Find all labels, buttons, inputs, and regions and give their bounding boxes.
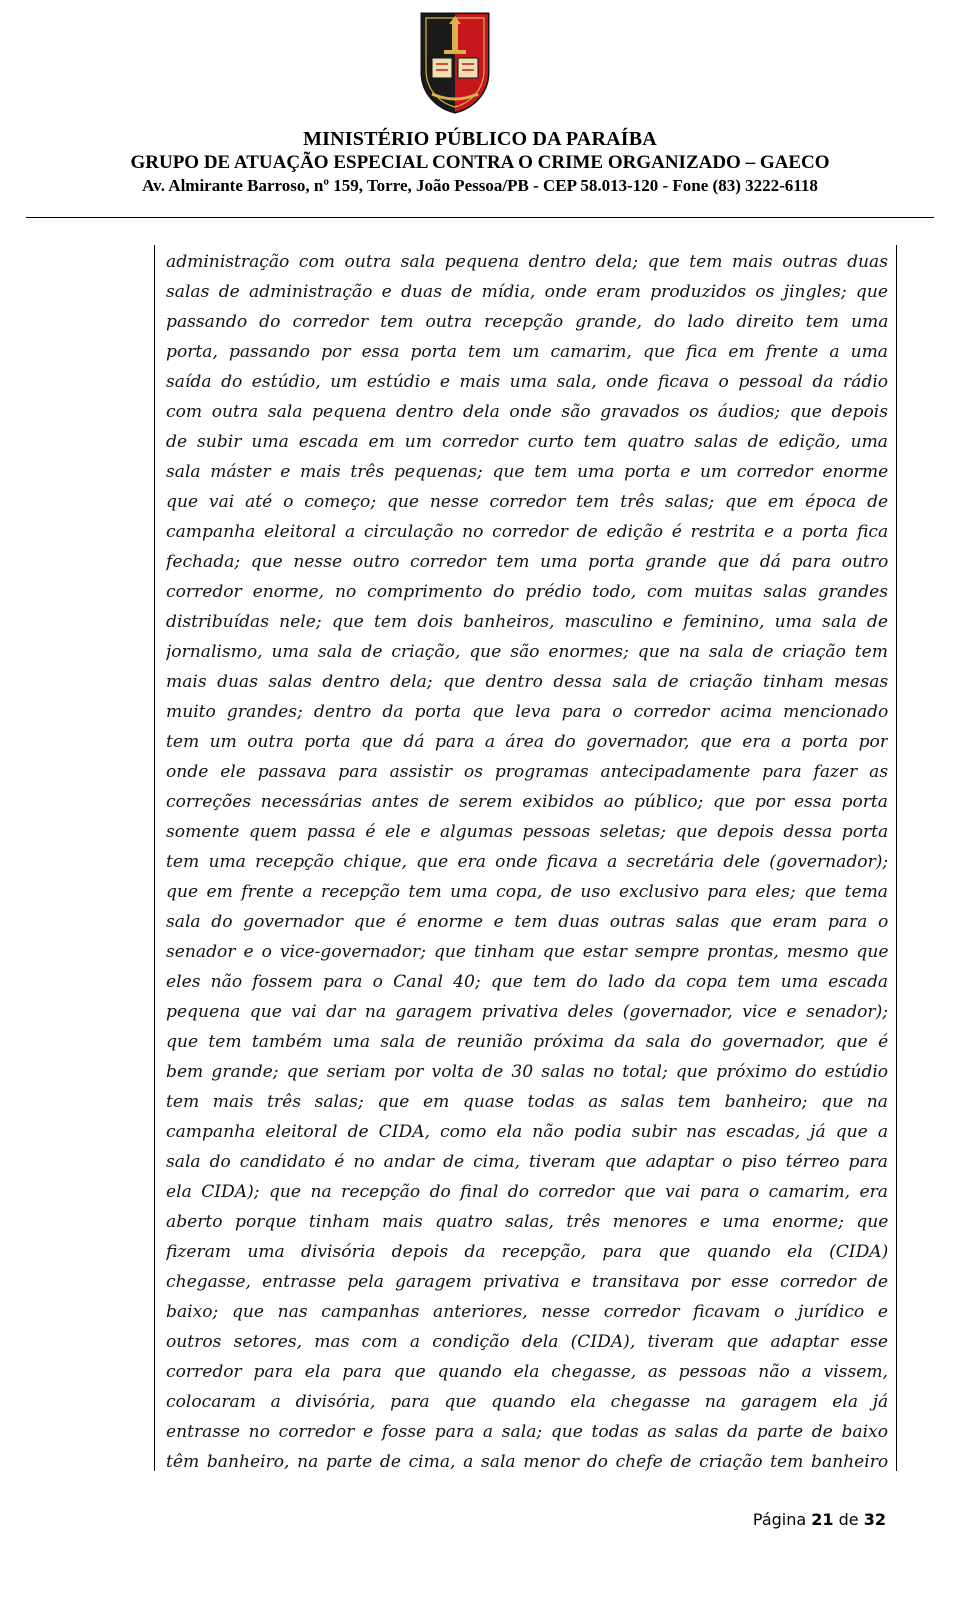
header-divider [26,217,934,218]
body-line: senador e o vice-governador; que tinham que estar sempre prontas, mesmo que [166,942,888,962]
body-line: que em frente a recepção tem uma copa, de uso exclusivo para eles; que tema [166,882,888,902]
body-line: têm banheiro, na parte de cima, a sala menor do chefe de criação tem banheiro [166,1452,888,1472]
body-text [166,247,888,1477]
body-line: pequena que vai dar na garagem privativa deles (governador, vice e senador); [166,1002,888,1022]
of-label: de [838,1510,859,1529]
body-line: corredor enorme, no comprimento do prédio todo, com muitas salas grandes [166,582,888,602]
body-line: corredor para ela para que quando ela chegasse, as pessoas não a vissem, [166,1362,888,1382]
body-line: tem mais três salas; que em quase todas as salas tem banheiro; que na [166,1092,888,1112]
body-line: passando do corredor tem outra recepção grande, do lado direito tem uma [166,312,888,332]
body-line: chegasse, entrasse pela garagem privativa e transitava por esse corredor de [166,1272,888,1292]
body-line: somente quem passa é ele e algumas pessoas seletas; que depois dessa porta [166,822,888,842]
body-line: que vai até o começo; que nesse corredor tem três salas; que em época de [166,492,888,512]
body-line: administração com outra sala pequena dentro dela; que tem mais outras duas [166,252,888,272]
body-line: campanha eleitoral a circulação no corredor de edição é restrita e a porta fica [166,522,888,542]
body-line: aberto porque tinham mais quatro salas, três menores e uma enorme; que [166,1212,888,1232]
body-line: tem um outra porta que dá para a área do governador, que era a porta por [166,732,888,752]
body-line: saída do estúdio, um estúdio e mais uma sala, onde ficava o pessoal da rádio [166,372,888,392]
header-group: GRUPO DE ATUAÇÃO ESPECIAL CONTRA O CRIME ORGANIZADO – GAECO [130,152,830,173]
body-line: campanha eleitoral de CIDA, como ela não podia subir nas escadas, já que a [166,1122,888,1142]
body-line: salas de administração e duas de mídia, onde eram produzidos os jingles; que [166,282,888,302]
body-line: baixo; que nas campanhas anteriores, nesse corredor ficavam o jurídico e [166,1302,888,1322]
body-line: colocaram a divisória, para que quando ela chegasse na garagem ela já [166,1392,888,1412]
body-line: eles não fossem para o Canal 40; que tem do lado da copa tem uma escada [166,972,888,992]
body-line: mais duas salas dentro dela; que dentro dessa sala de criação tinham mesas [166,672,888,692]
body-line: porta, passando por essa porta tem um camarim, que fica em frente a uma [166,342,888,362]
page-number: 21 [811,1510,834,1529]
body-line: fechada; que nesse outro corredor tem uma porta grande que dá para outro [166,552,888,572]
body-line: de subir uma escada em um corredor curto tem quatro salas de edição, uma [166,432,888,452]
header-institution: MINISTÉRIO PÚBLICO DA PARAÍBA [303,128,657,150]
coat-of-arms-icon [418,10,492,114]
body-line: muito grandes; dentro da porta que leva para o corredor acima mencionado [166,702,888,722]
body-line: outros setores, mas com a condição dela (CIDA), tiveram que adaptar esse [166,1332,888,1352]
body-line: sala do governador que é enorme e tem duas outras salas que eram para o [166,912,888,932]
body-line: bem grande; que seriam por volta de 30 salas no total; que próximo do estúdio [166,1062,888,1082]
body-line: ela CIDA); que na recepção do final do corredor que vai para o camarim, era [166,1182,888,1202]
body-line: entrasse no corredor e fosse para a sala; que todas as salas da parte de baixo [166,1422,888,1442]
body-line: distribuídas nele; que tem dois banheiros, masculino e feminino, uma sala de [166,612,888,632]
body-line: tem uma recepção chique, que era onde ficava a secretária dele (governador); [166,852,888,872]
body-line: jornalismo, uma sala de criação, que são enormes; que na sala de criação tem [166,642,888,662]
body-line: sala máster e mais três pequenas; que tem uma porta e um corredor enorme [166,462,888,482]
body-line: fizeram uma divisória depois da recepção, para que quando ela (CIDA) [166,1242,888,1262]
body-line: que tem também uma sala de reunião próxima da sala do governador, que é [166,1032,888,1052]
body-line: onde ele passava para assistir os programas antecipadamente para fazer as [166,762,888,782]
total-pages: 32 [863,1510,886,1529]
header-address: Av. Almirante Barroso, nº 159, Torre, João Pessoa/PB - CEP 58.013-120 - Fone (83) 3222-6118 [142,176,818,195]
body-line: com outra sala pequena dentro dela onde são gravados os áudios; que depois [166,402,888,422]
page-label: Página [752,1510,807,1529]
body-line: sala do candidato é no andar de cima, tiveram que adaptar o piso térreo para [166,1152,888,1172]
body-line: correções necessárias antes de serem exibidos ao público; que por essa porta [166,792,888,812]
page-footer [753,1510,886,1529]
